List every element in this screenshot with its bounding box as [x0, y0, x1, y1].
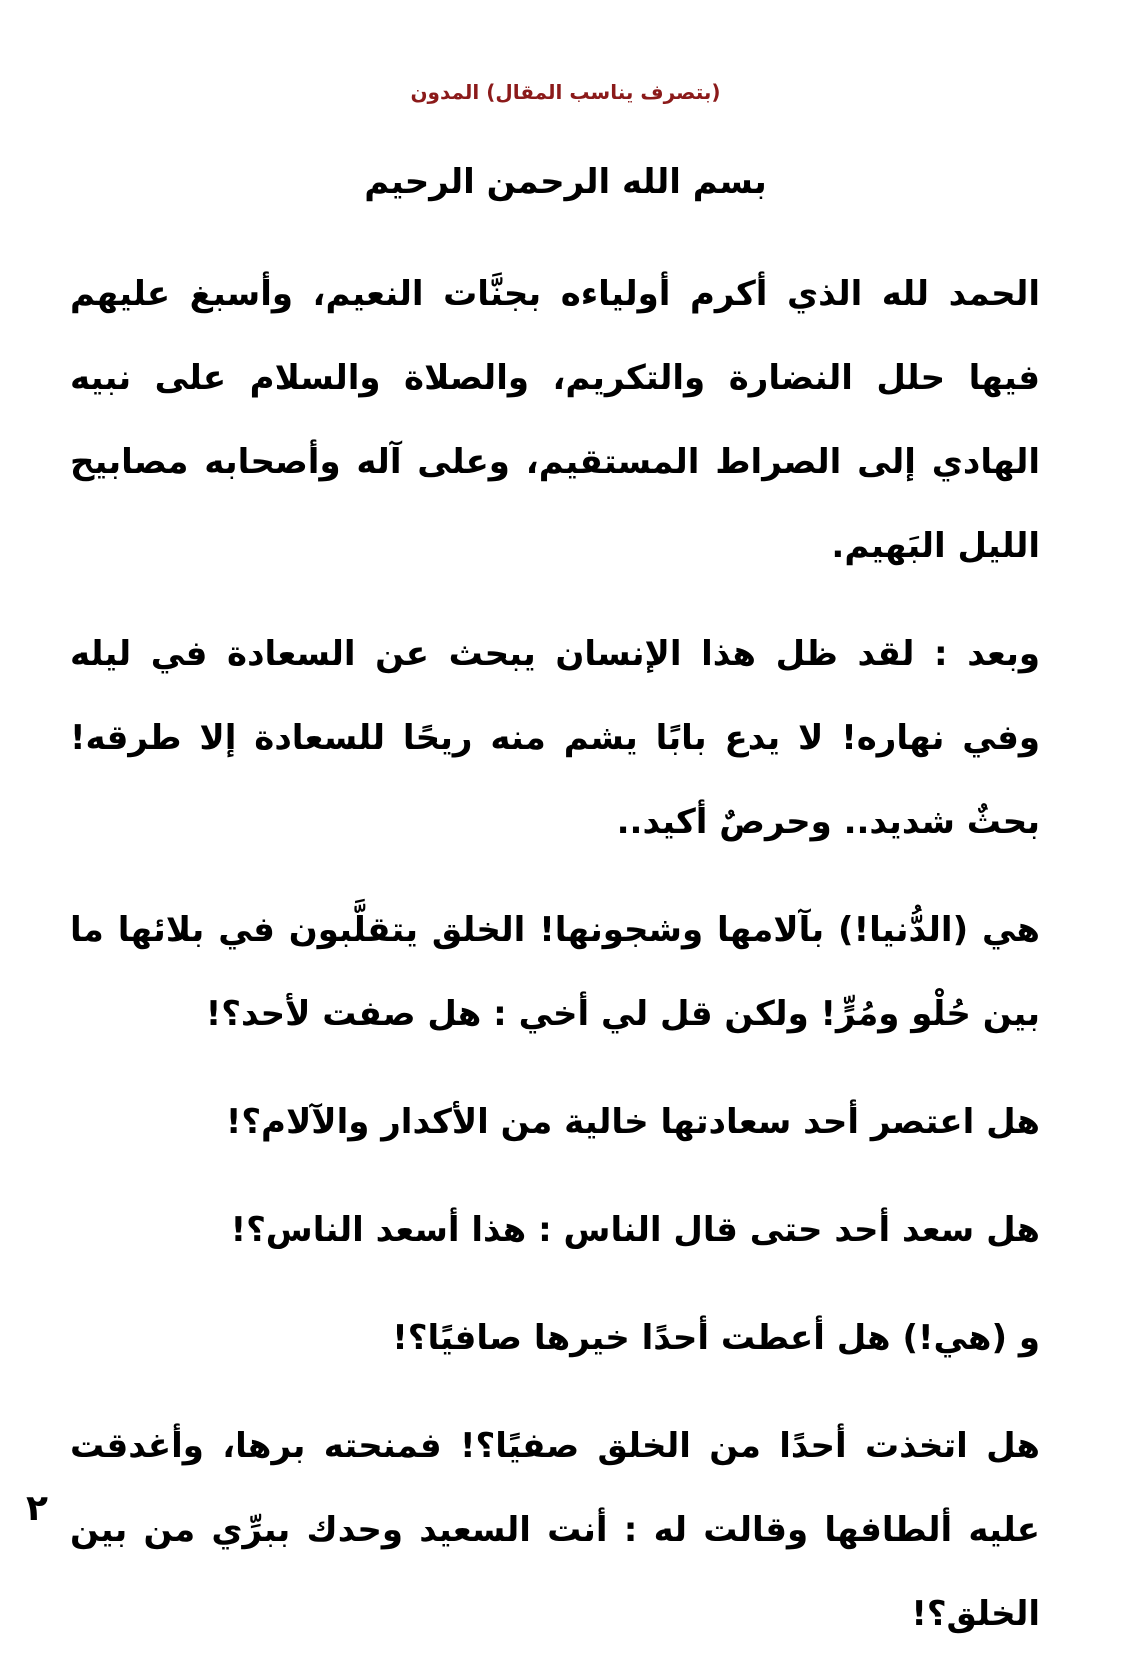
article-body: [70, 252, 1040, 1680]
basmala-heading: بسم الله الرحمن الرحيم: [364, 162, 767, 202]
paragraph-question-2: هل سعد أحد حتى قال الناس : هذا أسعد الناس؟!: [230, 1210, 1040, 1250]
paragraph-question-3: و (هي!) هل أعطت أحدًا خيرها صافيًا؟!: [392, 1318, 1040, 1358]
editor-note: (بتصرف يناسب المقال) المدون: [410, 80, 721, 104]
paragraph-question-1: هل اعتصر أحد سعادتها خالية من الأكدار والآلام؟!: [225, 1102, 1040, 1142]
paragraph-search-happiness: وبعد : لقد ظل هذا الإنسان يبحث عن السعادة في ليله وفي نهاره! لا يدع بابًا يشم منه ريحًا للسعادة إلا طرقه! بحثٌ شديد.. وحرصٌ أكيد..: [70, 634, 1040, 842]
page-number: ٢: [26, 1488, 48, 1529]
paragraph-intro: الحمد لله الذي أكرم أولياءه بجنَّات النعيم، وأسبغ عليهم فيها حلل النضارة والتكريم، والصلاة والسلام على نبيه الهادي إلى الصراط المستقيم، وعلى آله وأصحابه مصابيح الليل البَهيم.: [70, 274, 1040, 566]
paragraph-dunya: هي (الدُّنيا!) بآلامها وشجونها! الخلق يتقلَّبون في بلائها ما بين حُلْو ومُرٍّ! ولكن قل لي أخي : هل صفت لأحد؟!: [70, 910, 1040, 1034]
paragraph-question-4: هل اتخذت أحدًا من الخلق صفيًا؟! فمنحته برها، وأغدقت عليه ألطافها وقالت له : أنت السعيد وحدك ببرِّي من بين الخلق؟!: [70, 1426, 1040, 1634]
